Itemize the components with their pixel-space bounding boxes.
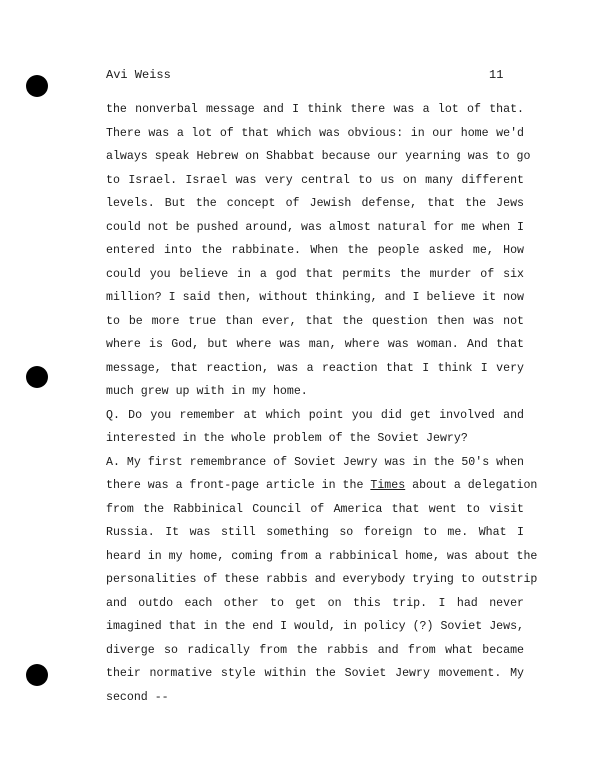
line-prefix: there was a front-page article in the — [106, 479, 371, 492]
transcript-body — [106, 98, 538, 709]
transcript-line: always speak Hebrew on Shabbat because our yearning was to go — [106, 150, 531, 163]
transcript-line: to Israel. Israel was very central to us on many different — [106, 173, 524, 187]
transcript-line: much grew up with in my home. — [106, 385, 308, 398]
transcript-line: levels. But the concept of Jewish defense, that the Jews — [106, 197, 524, 210]
answer-line: heard in my home, coming from a rabbinical home, was about the — [106, 549, 538, 563]
answer-line: imagined that in the end I would, in policy (?) Soviet Jews, — [106, 620, 524, 633]
transcript-line: entered into the rabbinate. When the people asked me, How — [106, 244, 524, 257]
transcript-line: where is God, but where was man, where was woman. And that — [106, 338, 524, 351]
transcript-line: message, that reaction, was a reaction that I think I very — [106, 361, 524, 375]
question-line: interested in the whole problem of the Soviet Jewry? — [106, 432, 468, 445]
transcript-line: million? I said then, without thinking, and I believe it now — [106, 291, 524, 304]
binder-hole-top — [26, 75, 48, 97]
header-page-number: 11 — [489, 68, 504, 82]
answer-line: and outdo each other to get on this trip. I had never — [106, 596, 524, 610]
line-suffix: about a delegation — [405, 479, 538, 492]
answer-line: from the Rabbinical Council of America that went to visit — [106, 502, 524, 516]
transcript-line: could not be pushed around, was almost natural for me when I — [106, 220, 524, 234]
answer-line: personalities of these rabbis and everybody trying to outstrip — [106, 573, 538, 586]
header-interviewee-name: Avi Weiss — [106, 68, 171, 82]
binder-hole-bottom — [26, 664, 48, 686]
answer-line: second -- — [106, 690, 169, 704]
answer-line: diverge so radically from the rabbis and from what became — [106, 643, 524, 657]
transcript-line: There was a lot of that which was obvious: in our home we'd — [106, 126, 524, 140]
answer-line: A. My first remembrance of Soviet Jewry was in the 50's when — [106, 455, 524, 469]
binder-hole-middle — [26, 366, 48, 388]
answer-line: Russia. It was still something so foreign to me. What I — [106, 526, 524, 539]
question-line: Q. Do you remember at which point you did get involved and — [106, 408, 524, 422]
answer-line: their normative style within the Soviet Jewry movement. My — [106, 667, 524, 680]
transcript-line: to be more true than ever, that the question then was not — [106, 314, 524, 328]
transcript-line: could you believe in a god that permits the murder of six — [106, 267, 524, 281]
answer-line-with-title — [106, 474, 538, 498]
transcript-line: the nonverbal message and I think there was a lot of that. — [106, 103, 524, 116]
newspaper-title: Times — [370, 479, 406, 492]
